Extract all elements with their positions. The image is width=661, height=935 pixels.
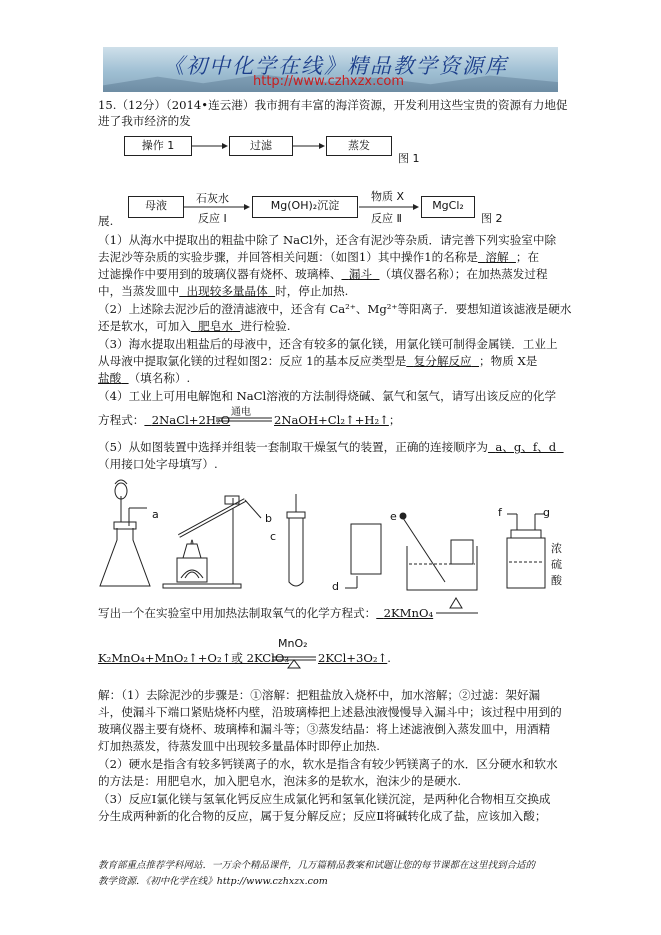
fig2-mid-box: Mg(OH)₂沉淀 <box>252 196 358 218</box>
banner-title: 《初中化学在线》精品教学资源库 <box>163 54 508 78</box>
q6-line2 <box>98 651 289 665</box>
q4-eq-left: 2NaCl+2H₂O <box>151 413 231 427</box>
q5-line2: （用接口处字母填写）. <box>98 457 218 471</box>
q5-answer: a、g、f、d <box>495 440 557 454</box>
q3-answer2: 盐酸 <box>98 371 122 385</box>
acid-label-2: 硫 <box>551 558 562 571</box>
footer-line2[interactable]: 教学资源．《初中化学在线》http://www.czhxzx.com <box>98 876 328 887</box>
q6-eq2: K₂MnO₄+MnO₂↑+O₂↑或 2KClO₃ <box>98 651 290 665</box>
question-intro-line3: 展. <box>98 214 114 228</box>
fig1-op1-box: 操作 1 <box>124 136 192 156</box>
q1-line2: 去泥沙等杂质的实验步骤，并回答相关问题：（如图1）其中操作1的名称是 溶解 ；在 <box>98 250 540 264</box>
fig2-reaction2: 反应 Ⅱ <box>371 212 402 225</box>
answer-line1: 解：（1）去除泥沙的步骤是：①溶解：把粗盐放入烧杯中，加水溶解；②过滤：架好漏 <box>98 688 541 702</box>
question-intro-line2: 进了我市经济的发 <box>98 114 191 128</box>
q1-answer1: 溶解 <box>485 250 509 264</box>
answer-line6: 的方法是：用肥皂水，加入肥皂水，泡沫多的是软水，泡沫少的是硬水. <box>98 774 462 788</box>
fig2-reaction1: 反应 Ⅰ <box>198 212 227 225</box>
fig2-reagent1: 石灰水 <box>196 192 229 205</box>
q4-eq-condition: 通电 <box>231 407 251 418</box>
fig2-caption: 图 2 <box>481 212 503 225</box>
q6-eq1: 2KMnO₄ <box>383 606 434 620</box>
q4-eq-right-line: 2NaOH+Cl₂↑+H₂↑； <box>274 413 401 427</box>
q3-line3: 盐酸 （填名称）. <box>98 371 191 385</box>
footer-line1: 教育部重点推荐学科网站．一万余个精品课件，几万篇精品教案和试题让您的每节课都在这里找到合适的 <box>98 860 536 871</box>
q6-line2-right: 2KCl+3O₂↑. <box>318 651 391 665</box>
answer-line4: 灯加热蒸发，待蒸发皿中出现较多量晶体时即停止加热. <box>98 739 380 753</box>
q6-line1: 写出一个在实验室中用加热法制取氧气的化学方程式： 2KMnO₄ <box>98 606 434 620</box>
q1-line4: 中，当蒸发皿中 出现较多量晶体 时，停止加热. <box>98 284 349 298</box>
fig1-op3-box: 蒸发 <box>326 136 392 156</box>
port-b-label: b <box>265 512 272 525</box>
q4-line2: 方程式： 2NaCl+2H₂O <box>98 413 231 427</box>
q5-line1: （5）从如图装置中选择并组装一套制取干燥氢气的装置，正确的连接顺序为 a、g、f、d <box>98 440 564 454</box>
q2-answer: 肥皂水 <box>198 319 233 333</box>
port-e-label: e <box>390 510 397 523</box>
q4-eq-right: 2NaOH+Cl₂↑+H₂↑ <box>274 413 389 427</box>
answer-line3: 玻璃仪器主要有烧杯、玻璃棒和漏斗等；③蒸发结晶：将上述滤液倒入蒸发皿中，用酒精 <box>98 722 551 736</box>
fig1-op2-box: 过滤 <box>229 136 293 156</box>
acid-label-1: 浓 <box>551 542 562 555</box>
port-c-label: c <box>270 530 277 543</box>
answer-line2: 斗，使漏斗下端口紧贴烧杯内壁，沿玻璃棒把上述悬浊液慢慢导入漏斗中；该过程中用到的 <box>98 705 562 719</box>
question-intro-line1: 15.（12分）（2014•连云港）我市拥有丰富的海洋资源，开发利用这些宝贵的资源有力地促 <box>98 98 568 112</box>
q6-catalyst: MnO₂ <box>278 637 308 650</box>
fig2-start-box: 母液 <box>128 196 184 218</box>
port-f-label: f <box>498 506 502 519</box>
answer-line8: 分生成两种新的化合物的反应，属于复分解反应；反应Ⅱ将碱转化成了盐，应该加入酸； <box>98 809 547 823</box>
q2-line1: （2）上述除去泥沙后的澄清滤液中，还含有 Ca²⁺、Mg²⁺等阳离子．要想知道该滤液是硬水 <box>98 302 572 316</box>
q3-line1: （3）海水提取出粗盐后的母液中，还含有较多的氯化镁，用氯化镁可制得金属镁．工业上 <box>98 337 558 351</box>
q3-answer1: 复分解反应 <box>413 354 472 368</box>
banner-url[interactable]: http://www.czhxzx.com <box>253 74 404 89</box>
fig2-reagent2: 物质 X <box>371 190 405 203</box>
acid-label-3: 酸 <box>551 574 562 587</box>
q1-line3: 过滤操作中要用到的玻璃仪器有烧杯、玻璃棒、 漏斗 （填仪器名称）；在加热蒸发过程 <box>98 267 548 281</box>
q2-line2: 还是软水，可加入 肥皂水 进行检验. <box>98 319 291 333</box>
answer-line5: （2）硬水是指含有较多钙镁离子的水，软水是指含有较少钙镁离子的水．区分硬水和软水 <box>98 757 558 771</box>
port-d-label: d <box>332 580 339 593</box>
fig1-caption: 图 1 <box>398 152 420 165</box>
q6-eq2-right: 2KCl+3O₂↑ <box>318 651 388 665</box>
q3-line2: 从母液中提取氯化镁的过程如图2：反应 1的基本反应类型是 复分解反应 ；物质 X是 <box>98 354 538 368</box>
q1-answer3: 出现较多量晶体 <box>186 284 268 298</box>
fig2-end-box: MgCl₂ <box>421 196 475 218</box>
port-a-label: a <box>152 508 159 521</box>
port-g-label: g <box>543 506 550 519</box>
answer-line7: （3）反应Ⅰ氯化镁与氢氧化钙反应生成氯化钙和氢氧化镁沉淀，是两种化合物相互交换成 <box>98 792 551 806</box>
q4-line1: （4）工业上可用电解饱和 NaCl溶液的方法制得烧碱、氯气和氢气，请写出该反应的化学 <box>98 389 557 403</box>
q1-line1: （1）从海水中提取出的粗盐中除了 NaCl外，还含有泥沙等杂质．请完善下列实验室中除 <box>98 233 557 247</box>
q1-answer2: 漏斗 <box>348 267 373 281</box>
